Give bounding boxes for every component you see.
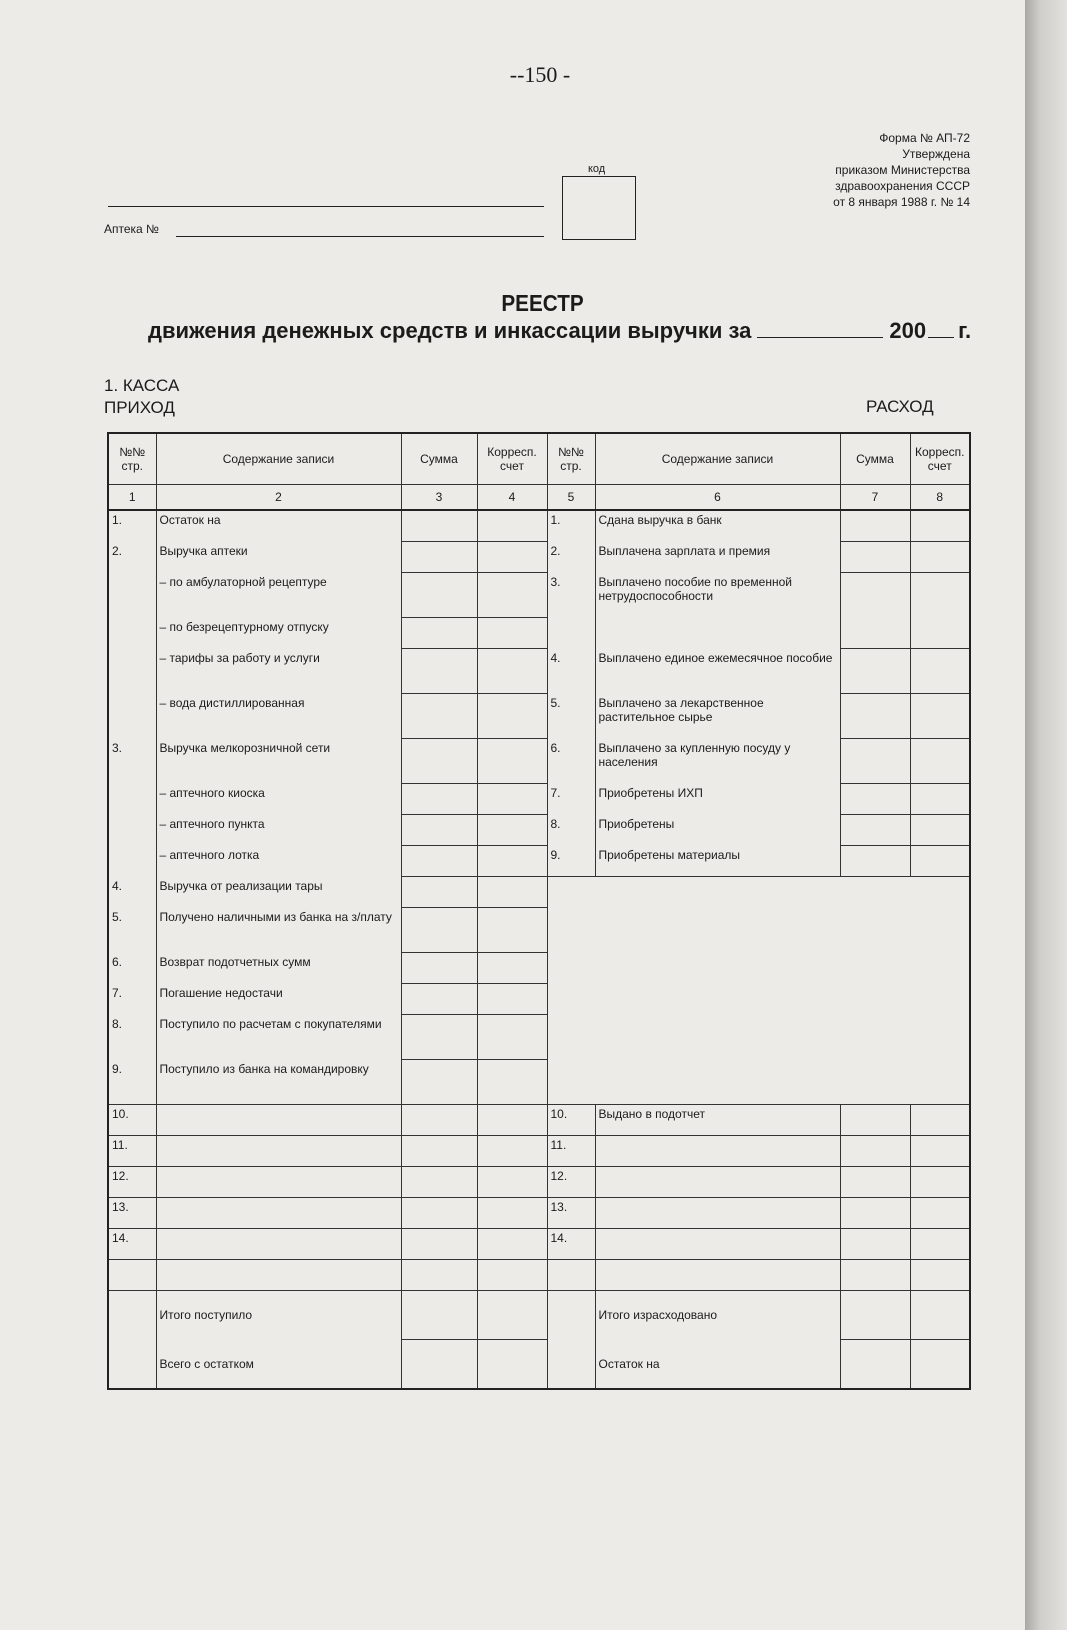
subtitle-text: движения денежных средств и инкассации выручки за [148, 318, 752, 343]
account-cell[interactable] [477, 510, 547, 542]
amount-cell[interactable] [401, 694, 477, 739]
table-row [108, 1167, 970, 1198]
row-text: Выплачено пособие по временной нетрудоспособности [595, 573, 840, 649]
row-number: 6. [547, 739, 595, 784]
account-cell[interactable] [477, 573, 547, 618]
account-cell[interactable] [477, 1340, 547, 1390]
table-row-empty [108, 1260, 970, 1291]
document-title: РЕЕСТР [501, 290, 584, 316]
row-number: 8. [108, 1015, 156, 1060]
table-row [108, 846, 970, 877]
account-cell[interactable] [910, 1167, 970, 1198]
row-text: – аптечного лотка [156, 846, 401, 877]
income-heading: ПРИХОД [104, 398, 175, 417]
row-text: – аптечного киоска [156, 784, 401, 815]
expense-total-label: Итого израсходовано [595, 1291, 840, 1340]
row-text: – аптечного пункта [156, 815, 401, 846]
amount-cell[interactable] [840, 739, 910, 784]
row-text [595, 1198, 840, 1229]
row-number: 10. [108, 1105, 156, 1136]
section-heading [104, 375, 179, 419]
income-total-label: Итого поступило [156, 1291, 401, 1340]
account-cell[interactable] [477, 1198, 547, 1229]
table-row [108, 877, 970, 908]
col-header: Корресп. счет [477, 433, 547, 485]
expense-empty-area [547, 877, 970, 1105]
row-number: 10. [547, 1105, 595, 1136]
row-number: 8. [547, 815, 595, 846]
row-number: 14. [108, 1229, 156, 1260]
amount-cell[interactable] [840, 815, 910, 846]
amount-cell[interactable] [401, 542, 477, 573]
col-header: Сумма [840, 433, 910, 485]
page-number: --150 - [509, 62, 571, 87]
amount-cell[interactable] [840, 510, 910, 542]
account-cell[interactable] [477, 1167, 547, 1198]
col-number: 3 [401, 485, 477, 511]
form-number: Форма № АП-72 [879, 131, 970, 145]
amount-cell[interactable] [401, 984, 477, 1015]
account-cell[interactable] [477, 542, 547, 573]
document-subtitle [148, 318, 971, 344]
account-cell[interactable] [910, 739, 970, 784]
row-number: 11. [108, 1136, 156, 1167]
row-number: 9. [547, 846, 595, 877]
row-number [108, 618, 156, 649]
amount-cell[interactable] [401, 1060, 477, 1105]
account-cell[interactable] [477, 694, 547, 739]
col-number: 7 [840, 485, 910, 511]
col-number: 1 [108, 485, 156, 511]
account-cell[interactable] [477, 908, 547, 953]
table-row [108, 1198, 970, 1229]
row-text: Остаток на [156, 510, 401, 542]
row-number: 5. [547, 694, 595, 739]
totals-row [108, 1291, 970, 1340]
account-cell[interactable] [477, 1136, 547, 1167]
row-text: Выплачено за лекарственное растительное сырье [595, 694, 840, 739]
account-cell[interactable] [477, 984, 547, 1015]
expense-heading: РАСХОД [866, 397, 934, 416]
amount-cell[interactable] [401, 877, 477, 908]
amount-cell[interactable] [840, 694, 910, 739]
col-number: 4 [477, 485, 547, 511]
col-header: №№ стр. [108, 433, 156, 485]
row-number: 14. [547, 1229, 595, 1260]
row-number: 12. [108, 1167, 156, 1198]
table-row [108, 1136, 970, 1167]
row-text [156, 1105, 401, 1136]
row-text [156, 1136, 401, 1167]
approval-line: от 8 января 1988 г. № 14 [833, 195, 970, 209]
approval-line: здравоохранения СССР [835, 179, 970, 193]
row-number: 2. [108, 542, 156, 573]
table-row [108, 573, 970, 618]
row-number: 4. [547, 649, 595, 694]
section-name: 1. КАССА [104, 376, 180, 395]
amount-cell[interactable] [401, 1167, 477, 1198]
register-table [107, 432, 971, 1390]
row-number [108, 815, 156, 846]
amount-cell[interactable] [401, 846, 477, 877]
year-suffix: г. [958, 318, 972, 343]
account-cell[interactable] [910, 784, 970, 815]
table-row [108, 815, 970, 846]
account-cell[interactable] [477, 953, 547, 984]
row-text: Приобретены ИХП [595, 784, 840, 815]
period-blank [757, 337, 883, 338]
row-text: – по безрецептурному отпуску [156, 618, 401, 649]
row-text [595, 1136, 840, 1167]
account-cell[interactable] [910, 846, 970, 877]
col-number: 6 [595, 485, 840, 511]
kod-label: код [588, 163, 606, 175]
amount-cell[interactable] [401, 573, 477, 618]
amount-cell[interactable] [840, 1340, 910, 1390]
account-cell[interactable] [477, 739, 547, 784]
row-text: Сдана выручка в банк [595, 510, 840, 542]
row-text: Возврат подотчетных сумм [156, 953, 401, 984]
amount-cell[interactable] [401, 510, 477, 542]
row-number: 3. [547, 573, 595, 649]
account-cell[interactable] [910, 1198, 970, 1229]
amount-cell[interactable] [401, 1136, 477, 1167]
account-cell[interactable] [910, 815, 970, 846]
account-cell[interactable] [477, 846, 547, 877]
approval-line: приказом Министерства [835, 163, 970, 177]
row-number [108, 694, 156, 739]
totals-row [108, 1340, 970, 1390]
page-gutter [1025, 0, 1067, 1630]
row-text: Получено наличными из банка на з/плату [156, 908, 401, 953]
table-row [108, 739, 970, 784]
row-text: Выручка аптеки [156, 542, 401, 573]
col-number: 5 [547, 485, 595, 511]
col-number: 8 [910, 485, 970, 511]
approval-line: Утверждена [902, 147, 970, 161]
table-row [108, 649, 970, 694]
account-cell[interactable] [477, 1229, 547, 1260]
col-header: Содержание записи [156, 433, 401, 485]
account-cell[interactable] [910, 649, 970, 694]
row-number: 11. [547, 1136, 595, 1167]
amount-cell[interactable] [840, 542, 910, 573]
row-text [156, 1198, 401, 1229]
approval-stamp [760, 130, 970, 210]
amount-cell[interactable] [840, 1105, 910, 1136]
row-text [595, 1229, 840, 1260]
row-number: 4. [108, 877, 156, 908]
kod-box [562, 176, 636, 240]
row-text [595, 1167, 840, 1198]
account-cell[interactable] [910, 1340, 970, 1390]
row-number [108, 784, 156, 815]
year-blank [928, 337, 954, 338]
amount-cell[interactable] [840, 1198, 910, 1229]
row-number [108, 846, 156, 877]
row-number: 9. [108, 1060, 156, 1105]
table-row [108, 784, 970, 815]
row-text: Приобретены материалы [595, 846, 840, 877]
amount-cell[interactable] [840, 1136, 910, 1167]
row-text: Выплачена зарплата и премия [595, 542, 840, 573]
row-text: – вода дистиллированная [156, 694, 401, 739]
amount-cell[interactable] [840, 784, 910, 815]
amount-cell[interactable] [401, 1015, 477, 1060]
account-cell[interactable] [910, 694, 970, 739]
row-number: 13. [108, 1198, 156, 1229]
row-text: Поступило из банка на командировку [156, 1060, 401, 1105]
amount-cell[interactable] [401, 739, 477, 784]
row-text: Выдано в подотчет [595, 1105, 840, 1136]
table-row [108, 542, 970, 573]
row-text: Приобретены [595, 815, 840, 846]
account-cell[interactable] [477, 877, 547, 908]
account-cell[interactable] [477, 649, 547, 694]
account-cell[interactable] [910, 573, 970, 649]
amount-cell[interactable] [401, 1105, 477, 1136]
row-number: 7. [547, 784, 595, 815]
account-cell[interactable] [910, 1291, 970, 1340]
amount-cell[interactable] [401, 1229, 477, 1260]
row-number: 12. [547, 1167, 595, 1198]
header-line [108, 206, 544, 207]
row-number: 13. [547, 1198, 595, 1229]
account-cell[interactable] [910, 1229, 970, 1260]
table-row [108, 694, 970, 739]
amount-cell[interactable] [401, 618, 477, 649]
row-text: Поступило по расчетам с покупателями [156, 1015, 401, 1060]
row-text [156, 1229, 401, 1260]
row-text: Выручка мелкорозничной сети [156, 739, 401, 784]
row-number: 3. [108, 739, 156, 784]
apteka-field-line [176, 236, 544, 237]
row-text: Выплачено единое ежемесячное пособие [595, 649, 840, 694]
account-cell[interactable] [477, 1060, 547, 1105]
account-cell[interactable] [477, 618, 547, 649]
row-number: 6. [108, 953, 156, 984]
row-number [108, 649, 156, 694]
row-text: Погашение недостачи [156, 984, 401, 1015]
row-number: 5. [108, 908, 156, 953]
amount-cell[interactable] [840, 649, 910, 694]
account-cell[interactable] [477, 784, 547, 815]
row-number [108, 573, 156, 618]
amount-cell[interactable] [401, 784, 477, 815]
account-cell[interactable] [477, 1105, 547, 1136]
row-number: 1. [108, 510, 156, 542]
table-row [108, 1229, 970, 1260]
row-number: 1. [547, 510, 595, 542]
row-text: – по амбулаторной рецептуре [156, 573, 401, 618]
amount-cell[interactable] [840, 1229, 910, 1260]
year-prefix: 200 [889, 318, 927, 343]
row-text: – тарифы за работу и услуги [156, 649, 401, 694]
amount-cell[interactable] [840, 1291, 910, 1340]
income-with-balance-label: Всего с остатком [156, 1340, 401, 1390]
amount-cell[interactable] [401, 1198, 477, 1229]
amount-cell[interactable] [840, 1167, 910, 1198]
amount-cell[interactable] [840, 573, 910, 649]
col-header: Сумма [401, 433, 477, 485]
row-text [156, 1167, 401, 1198]
account-cell[interactable] [477, 815, 547, 846]
row-number: 2. [547, 542, 595, 573]
row-number: 7. [108, 984, 156, 1015]
table-row [108, 510, 970, 542]
col-header: №№ стр. [547, 433, 595, 485]
amount-cell[interactable] [401, 1340, 477, 1390]
col-header: Корресп. счет [910, 433, 970, 485]
amount-cell[interactable] [401, 1291, 477, 1340]
row-text: Выплачено за купленную посуду у населения [595, 739, 840, 784]
table-row [108, 1105, 970, 1136]
account-cell[interactable] [910, 542, 970, 573]
account-cell[interactable] [477, 1015, 547, 1060]
amount-cell[interactable] [401, 908, 477, 953]
col-number: 2 [156, 485, 401, 511]
row-text: Выручка от реализации тары [156, 877, 401, 908]
amount-cell[interactable] [401, 649, 477, 694]
account-cell[interactable] [477, 1291, 547, 1340]
column-number-row [108, 485, 970, 511]
account-cell[interactable] [910, 510, 970, 542]
account-cell[interactable] [910, 1105, 970, 1136]
account-cell[interactable] [910, 1136, 970, 1167]
amount-cell[interactable] [840, 846, 910, 877]
apteka-label: Аптека № [104, 222, 159, 236]
table-header-row [108, 433, 970, 485]
expense-balance-label: Остаток на [595, 1340, 840, 1390]
col-header: Содержание записи [595, 433, 840, 485]
amount-cell[interactable] [401, 815, 477, 846]
amount-cell[interactable] [401, 953, 477, 984]
